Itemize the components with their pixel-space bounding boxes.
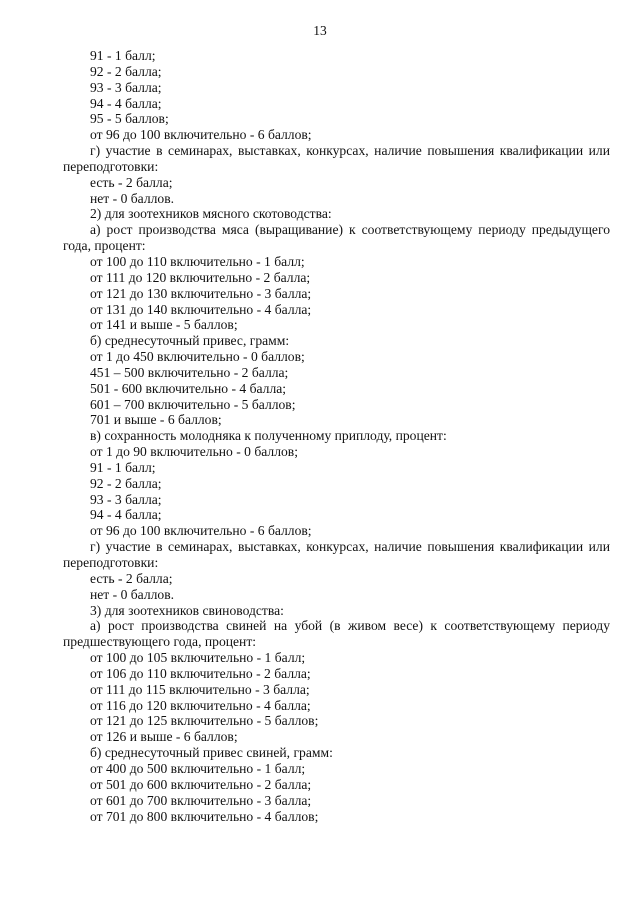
text-line: в) сохранность молодняка к полученному приплоду, процент: — [90, 428, 447, 444]
text-line: от 501 до 600 включительно - 2 балла; — [90, 776, 312, 792]
text-line: б) среднесуточный привес свиней, грамм: — [90, 745, 333, 761]
text-line: от 96 до 100 включительно - 6 баллов; — [90, 127, 312, 143]
text-line: есть - 2 балла; — [90, 174, 173, 190]
text-line: от 1 до 90 включительно - 0 баллов; — [90, 444, 298, 460]
text-line: от 121 до 130 включительно - 3 балла; — [90, 285, 312, 301]
text-line: от 106 до 110 включительно - 2 балла; — [90, 665, 311, 681]
text-line: переподготовки: — [63, 158, 159, 174]
text-line: 451 – 500 включительно - 2 балла; — [90, 364, 289, 380]
text-line: 91 - 1 балл; — [90, 459, 156, 475]
text-line: от 111 до 120 включительно - 2 балла; — [90, 269, 311, 285]
text-line: 94 - 4 балла; — [90, 507, 162, 523]
page-number: 13 — [313, 23, 327, 38]
text-line: от 400 до 500 включительно - 1 балл; — [90, 760, 306, 776]
text-line: года, процент: — [63, 238, 146, 254]
text-line: 93 - 3 балла; — [90, 491, 162, 507]
text-line: 501 - 600 включительно - 4 балла; — [90, 380, 287, 396]
text-line: 92 - 2 балла; — [90, 63, 162, 79]
text-line: от 96 до 100 включительно - 6 баллов; — [90, 523, 312, 539]
text-line: от 100 до 105 включительно - 1 балл; — [90, 650, 306, 666]
text-line: от 131 до 140 включительно - 4 балла; — [90, 301, 312, 317]
text-line: от 111 до 115 включительно - 3 балла; — [90, 681, 310, 697]
text-line: 701 и выше - 6 баллов; — [90, 412, 222, 428]
text-line: нет - 0 баллов. — [90, 190, 175, 206]
text-line: от 1 до 450 включительно - 0 баллов; — [90, 349, 305, 365]
document-body — [63, 48, 610, 824]
text-line: переподготовки: — [63, 555, 159, 570]
text-line: 91 - 1 балл; — [90, 48, 156, 63]
text-line: б) среднесуточный привес, грамм: — [90, 333, 290, 349]
text-line: от 116 до 120 включительно - 4 балла; — [90, 697, 311, 713]
text-line: нет - 0 баллов. — [90, 586, 175, 602]
text-line: от 126 и выше - 6 баллов; — [90, 729, 238, 745]
text-line: 94 - 4 балла; — [90, 95, 162, 111]
text-line: 2) для зоотехников мясного скотоводства: — [90, 206, 332, 222]
text-line: 3) для зоотехников свиноводства: — [90, 602, 284, 618]
text-line: а) рост производства свиней на убой (в живом весе) к соответствующему периоду — [90, 618, 610, 634]
text-line: от 601 до 700 включительно - 3 балла; — [90, 792, 312, 808]
text-line: 92 - 2 балла; — [90, 475, 162, 491]
text-line: есть - 2 балла; — [90, 570, 173, 586]
text-line: предшествующего года, процент: — [63, 634, 257, 650]
text-line: 93 - 3 балла; — [90, 79, 162, 95]
text-line: 95 - 5 баллов; — [90, 111, 169, 127]
text-line: г) участие в семинарах, выставках, конкурсах, наличие повышения квалификации или — [90, 539, 610, 555]
text-line: а) рост производства мяса (выращивание) к соответствующему периоду предыдущего — [90, 222, 610, 238]
text-line: 601 – 700 включительно - 5 баллов; — [90, 396, 296, 412]
text-line: от 141 и выше - 5 баллов; — [90, 317, 238, 333]
text-line: от 100 до 110 включительно - 1 балл; — [90, 253, 305, 269]
text-line: от 701 до 800 включительно - 4 баллов; — [90, 808, 319, 824]
text-line: от 121 до 125 включительно - 5 баллов; — [90, 713, 319, 729]
text-line: г) участие в семинарах, выставках, конкурсах, наличие повышения квалификации или — [90, 143, 610, 159]
